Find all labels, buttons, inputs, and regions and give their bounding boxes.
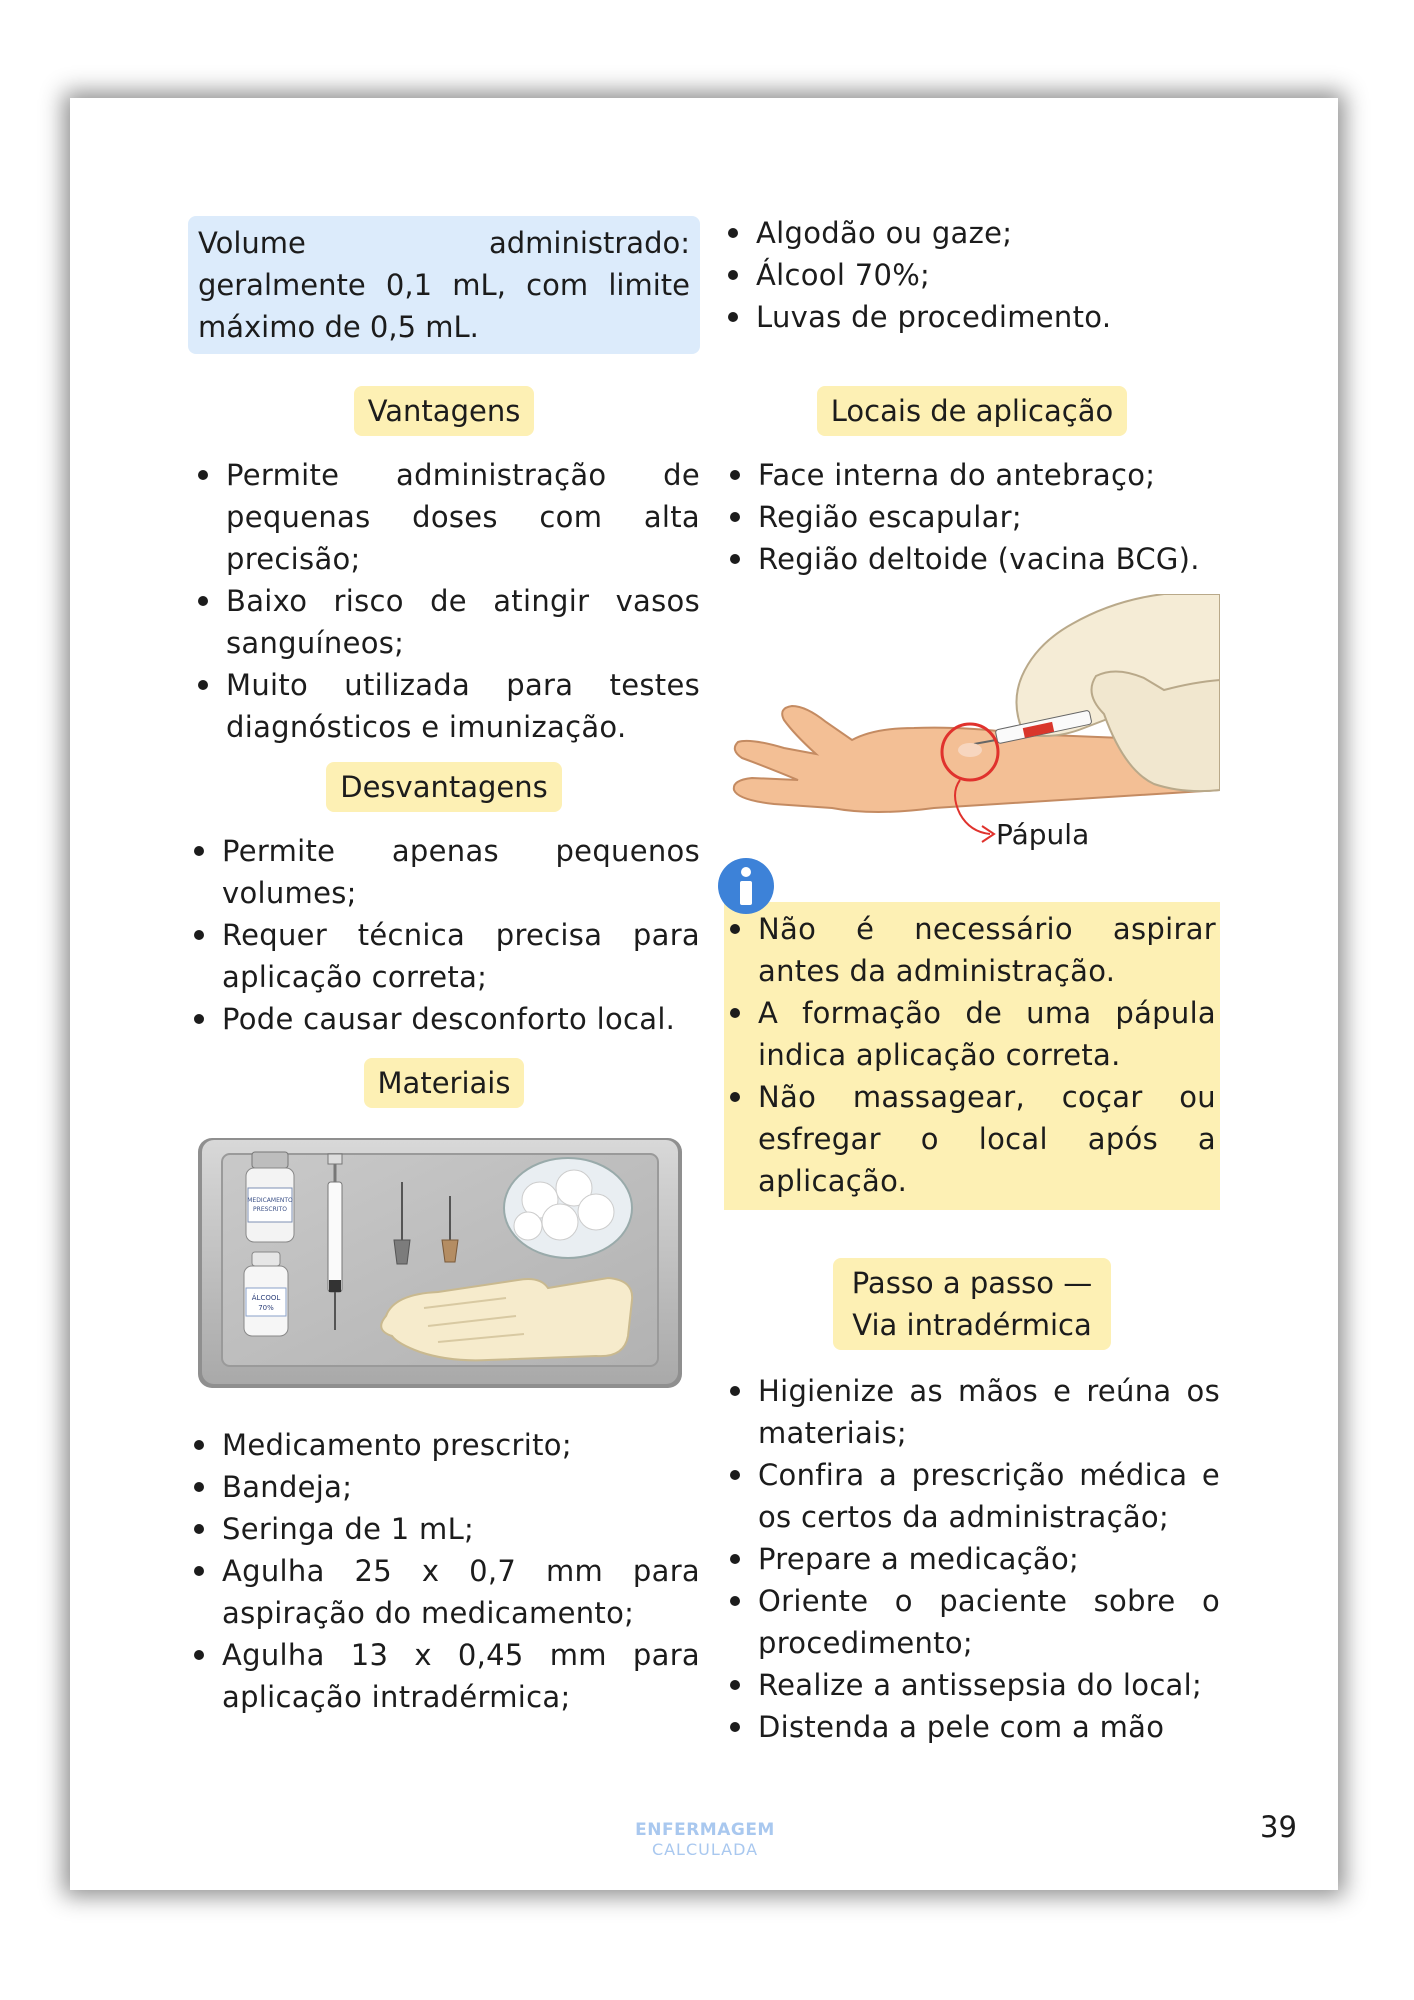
info-box	[724, 902, 1220, 1210]
left-column	[188, 216, 700, 1718]
list-item: Prepare a medicação;	[724, 1538, 1220, 1580]
heading-locais: Locais de aplicação	[817, 386, 1127, 436]
list-item: Higienize as mãos e reúna os materiais;	[724, 1370, 1220, 1454]
logo-line-2: CALCULADA	[651, 1840, 759, 1859]
list-item: Não massagear, coçar ou esfregar o local após a aplicação.	[724, 1076, 1216, 1202]
heading-passo-a-passo: Passo a passo — Via intradérmica	[833, 1258, 1111, 1350]
list-materiais-continued	[722, 212, 1220, 338]
list-desvantagens	[188, 830, 700, 1040]
list-item: Realize a antissepsia do local;	[724, 1664, 1220, 1706]
volume-note: Volume administrado: geralmente 0,1 mL, com limite máximo de 0,5 mL.	[188, 216, 700, 354]
list-item: Região escapular;	[724, 496, 1220, 538]
medication-vial-icon	[246, 1152, 294, 1242]
list-passo-a-passo	[724, 1370, 1220, 1748]
list-item: Seringa de 1 mL;	[188, 1508, 700, 1550]
list-item: Medicamento prescrito;	[188, 1424, 700, 1466]
footer-logo	[630, 1820, 780, 1860]
list-item: Não é necessário aspirar antes da administração.	[724, 908, 1216, 992]
list-item: Requer técnica precisa para aplicação correta;	[188, 914, 700, 998]
svg-text:ÁLCOOL: ÁLCOOL	[251, 1294, 281, 1302]
heading-vantagens: Vantagens	[354, 386, 535, 436]
list-item: Algodão ou gaze;	[722, 212, 1220, 254]
materials-tray-illustration	[188, 1130, 700, 1400]
list-locais	[724, 454, 1220, 580]
heading-materiais: Materiais	[364, 1058, 525, 1108]
list-item: Agulha 13 x 0,45 mm para aplicação intradérmica;	[188, 1634, 700, 1718]
logo-line-1: ENFERMAGEM	[635, 1820, 775, 1840]
list-item: Agulha 25 x 0,7 mm para aspiração do medicamento;	[188, 1550, 700, 1634]
svg-text:PRESCRITO: PRESCRITO	[253, 1206, 287, 1213]
list-item: Muito utilizada para testes diagnósticos e imunização.	[192, 664, 700, 748]
list-item: Oriente o paciente sobre o procedimento;	[724, 1580, 1220, 1664]
list-item: Pode causar desconforto local.	[188, 998, 700, 1040]
list-item: Região deltoide (vacina BCG).	[724, 538, 1220, 580]
list-item: Luvas de procedimento.	[722, 296, 1220, 338]
list-item: Álcool 70%;	[722, 254, 1220, 296]
cotton-bowl-icon	[504, 1158, 632, 1258]
forearm-injection-illustration	[724, 594, 1220, 864]
svg-text:MEDICAMENTO: MEDICAMENTO	[247, 1197, 293, 1204]
page-number: 39	[1260, 1810, 1297, 1844]
right-column	[724, 212, 1220, 1748]
list-item: Bandeja;	[188, 1466, 700, 1508]
papula-label: Pápula	[996, 818, 1090, 851]
list-item: Distenda a pele com a mão	[724, 1706, 1220, 1748]
list-item: Confira a prescrição médica e os certos da administração;	[724, 1454, 1220, 1538]
svg-text:70%: 70%	[258, 1304, 274, 1312]
document-page	[70, 98, 1338, 1890]
list-vantagens	[188, 454, 700, 748]
list-item: Baixo risco de atingir vasos sanguíneos;	[192, 580, 700, 664]
list-item: Permite apenas pequenos volumes;	[188, 830, 700, 914]
list-item: A formação de uma pápula indica aplicação correta.	[724, 992, 1216, 1076]
list-item: Permite administração de pequenas doses com alta precisão;	[192, 454, 700, 580]
heading-desvantagens: Desvantagens	[326, 762, 561, 812]
list-materiais	[188, 1424, 700, 1718]
list-item: Face interna do antebraço;	[724, 454, 1220, 496]
